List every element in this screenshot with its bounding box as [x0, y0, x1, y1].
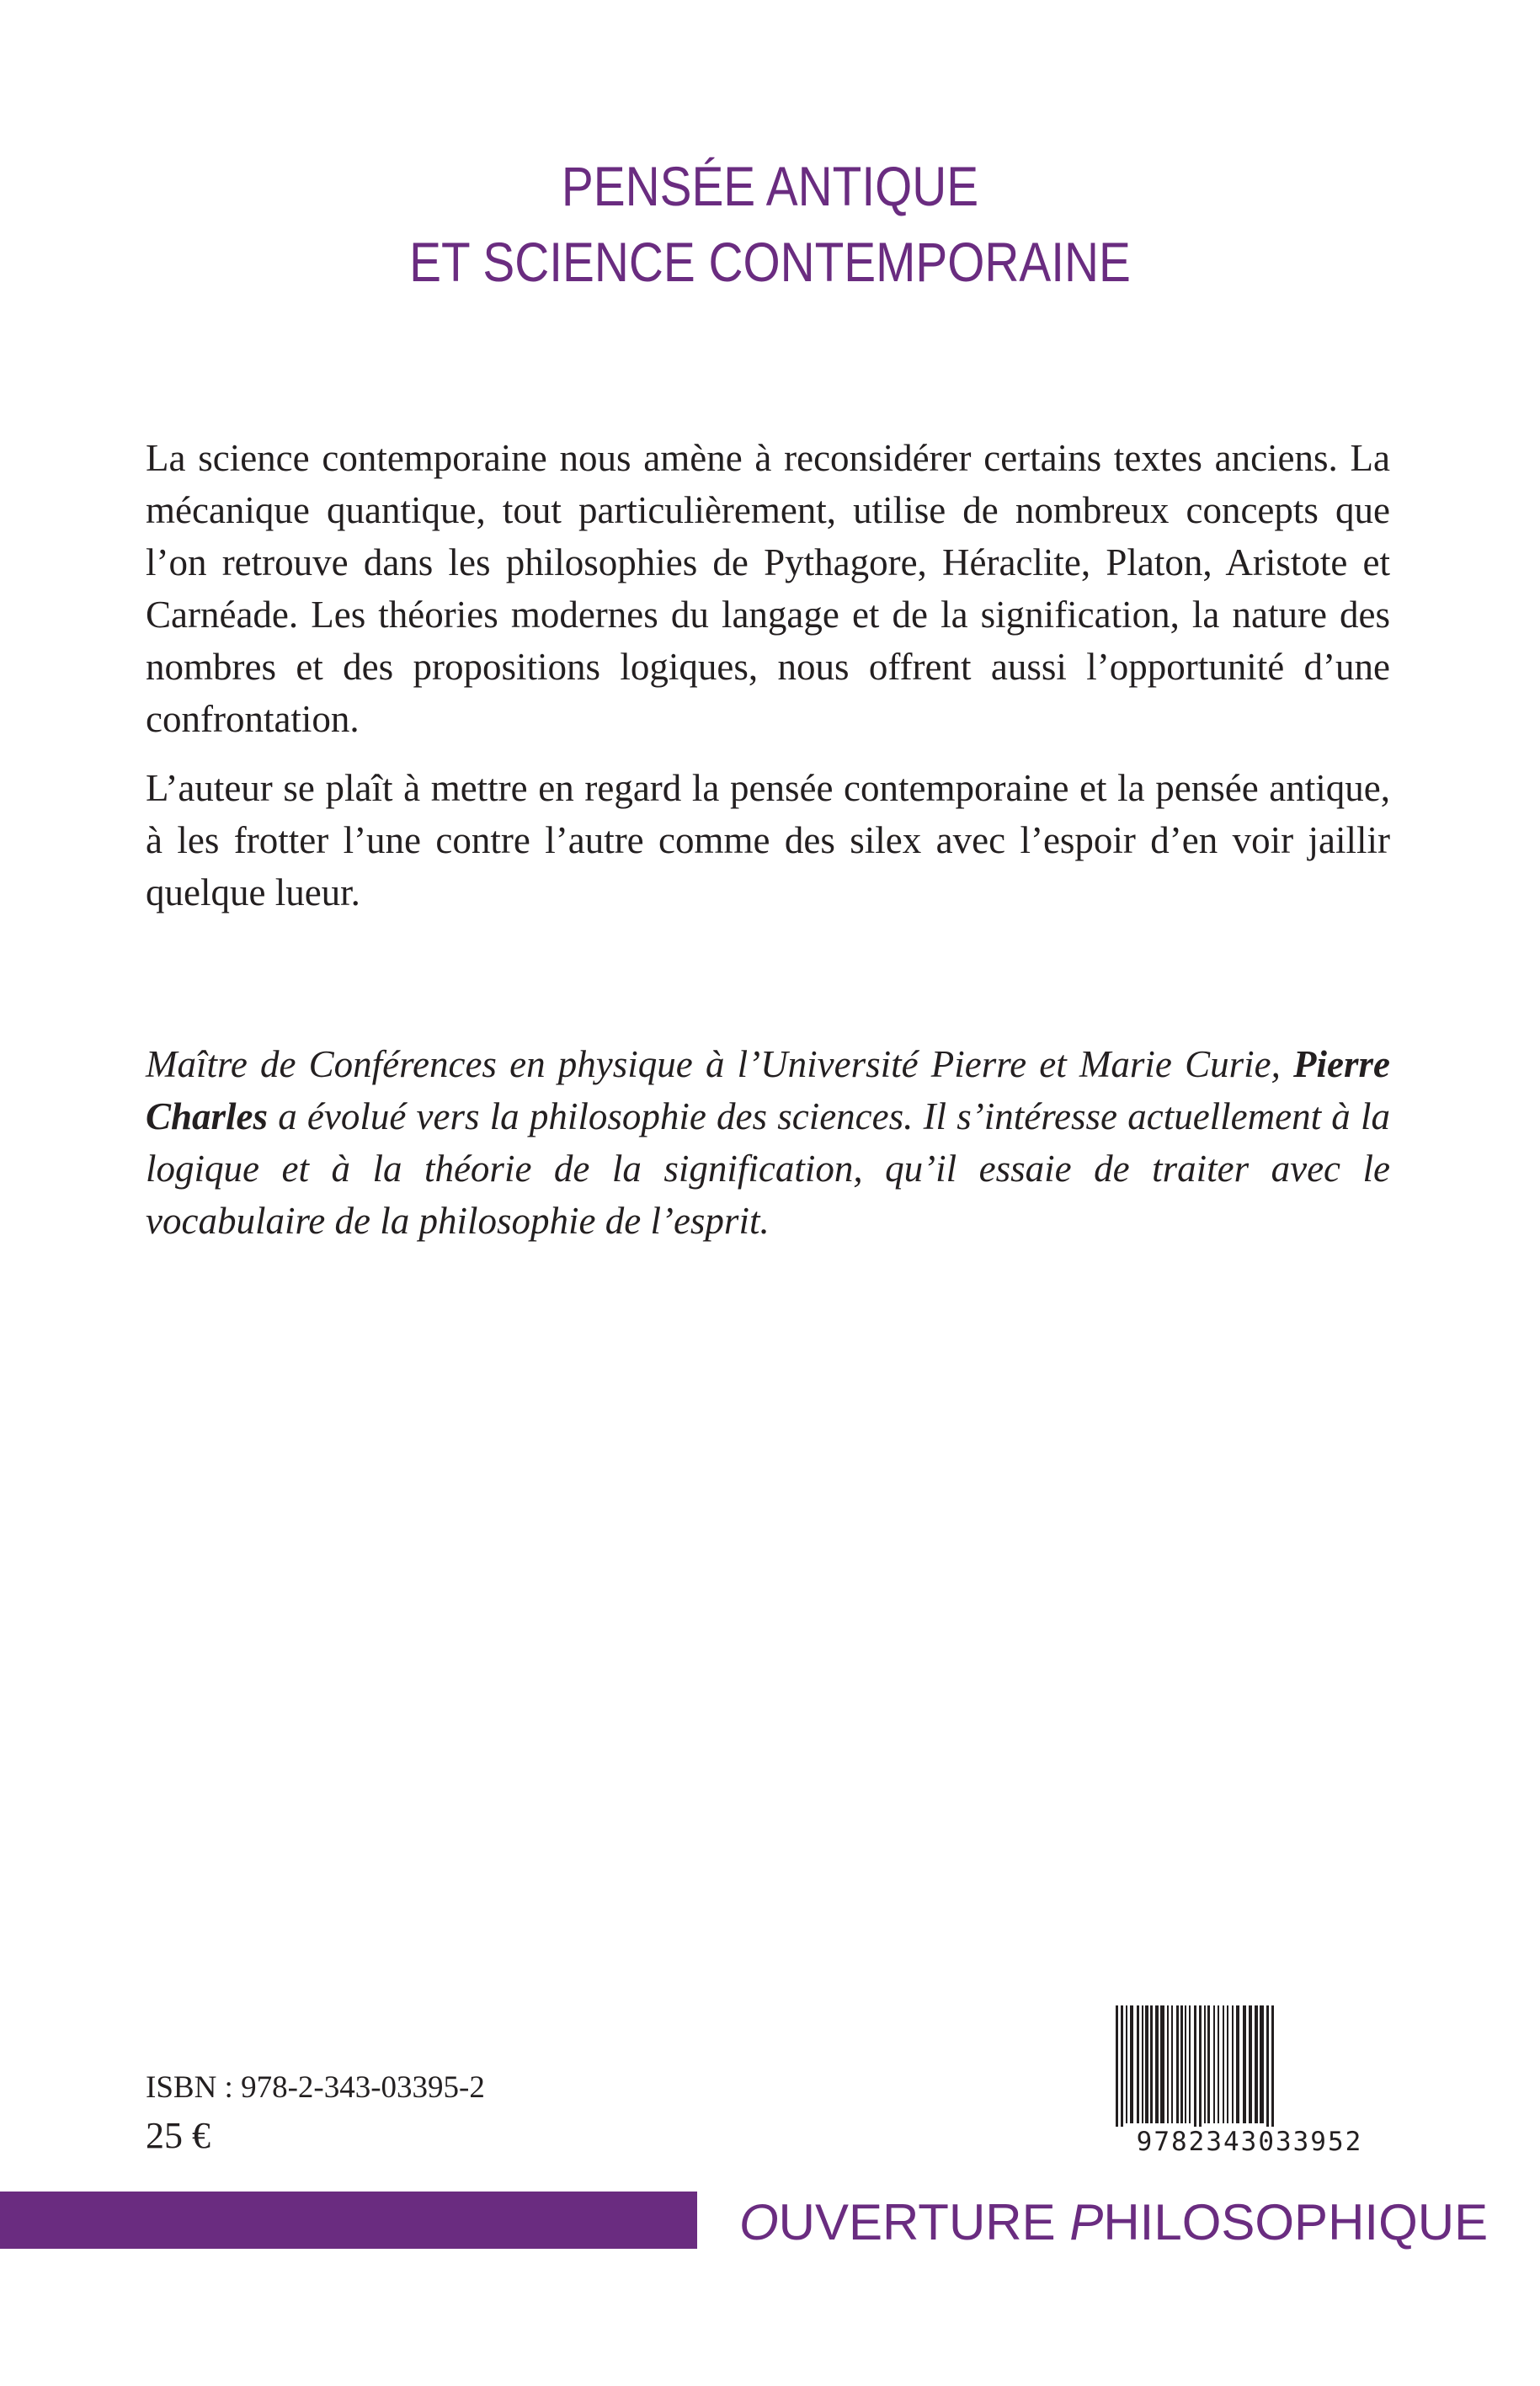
collection-word-2: HILOSOPHIQUE: [1103, 2194, 1489, 2250]
barcode-bar: [1204, 2005, 1206, 2123]
barcode-bar: [1176, 2005, 1179, 2123]
barcode-bar: [1142, 2005, 1143, 2123]
collection-name: [739, 2193, 1488, 2252]
barcode-bar: [1171, 2005, 1173, 2123]
barcode-bar: [1167, 2005, 1169, 2123]
barcode-bar: [1260, 2005, 1264, 2123]
barcode-bar: [1126, 2005, 1127, 2123]
barcode-bar: [1232, 2005, 1234, 2123]
barcode-bar: [1227, 2005, 1228, 2123]
price-label: 25 €: [146, 2115, 210, 2156]
barcode-bar: [1249, 2005, 1252, 2123]
author-bio-intro: Maître de Conférences en physique à l’Université Pierre et Marie Curie,: [146, 1043, 1294, 1085]
barcode-bar: [1223, 2005, 1224, 2123]
barcode-bar: [1130, 2005, 1133, 2123]
collection-word-1: UVERTURE: [778, 2194, 1070, 2250]
barcode-bar: [1189, 2005, 1191, 2123]
barcode-bar: [1121, 2005, 1123, 2132]
barcode-bar: [1255, 2005, 1258, 2123]
collection-initial-o: O: [739, 2194, 779, 2250]
barcode-bar: [1160, 2005, 1164, 2123]
barcode-bar: [1180, 2005, 1183, 2123]
author-bio-rest: a évolué vers la philosophie des sciences. Il s’intéresse actuellement à la logique et à la théorie de la signification, qu’il essaie de traiter avec le vocabulaire de la philosophie de l’esprit.: [146, 1095, 1390, 1242]
barcode-bar: [1150, 2005, 1153, 2123]
barcode: [1111, 2005, 1388, 2160]
isbn-label: ISBN : 978-2-343-03395-2: [146, 2070, 485, 2105]
barcode-bar: [1271, 2005, 1274, 2132]
summary-paragraph-2: L’auteur se plaît à mettre en regard la pensée contemporaine et la pensée antique, à les frotter l’une contre l’autre comme des silex avec l’espoir d’en voir jaillir quelque lueur.: [146, 767, 1390, 913]
barcode-bar: [1236, 2005, 1239, 2123]
barcode-bars: [1111, 2005, 1388, 2132]
barcode-bar: [1207, 2005, 1210, 2123]
barcode-digits: 9782343033952: [1111, 2127, 1388, 2157]
book-title: [108, 148, 1432, 300]
barcode-bar: [1266, 2005, 1269, 2132]
book-title-line-2: ET SCIENCE CONTEMPORAINE: [409, 231, 1131, 293]
barcode-bar: [1137, 2005, 1139, 2123]
barcode-bar: [1185, 2005, 1186, 2123]
summary-paragraph-1: La science contemporaine nous amène à reconsidérer certains textes anciens. La mécanique quantique, tout particulièrement, utilise de nombreux concepts que l’on retrouve dans les philosophies de Pythagore, Héraclite, Platon, Aristote et Carnéade. Les théories modernes du langage et de la signification, la nature des nombres et des propositions logiques, nous offrent aussi l’opportunité d’une confrontation.: [146, 437, 1390, 740]
book-title-line-1: PENSÉE ANTIQUE: [561, 155, 979, 217]
barcode-bar: [1199, 2005, 1202, 2132]
collection-band: [0, 2192, 697, 2249]
barcode-bar: [1218, 2005, 1219, 2123]
barcode-bar: [1145, 2005, 1148, 2123]
barcode-bar: [1155, 2005, 1159, 2123]
author-bio: [146, 1038, 1390, 1247]
barcode-bar: [1116, 2005, 1118, 2132]
author-name: Pierre Charles: [146, 1043, 1390, 1137]
barcode-bar: [1213, 2005, 1215, 2123]
barcode-bar: [1243, 2005, 1246, 2123]
collection-initial-p: P: [1069, 2194, 1104, 2250]
barcode-bar: [1194, 2005, 1196, 2132]
